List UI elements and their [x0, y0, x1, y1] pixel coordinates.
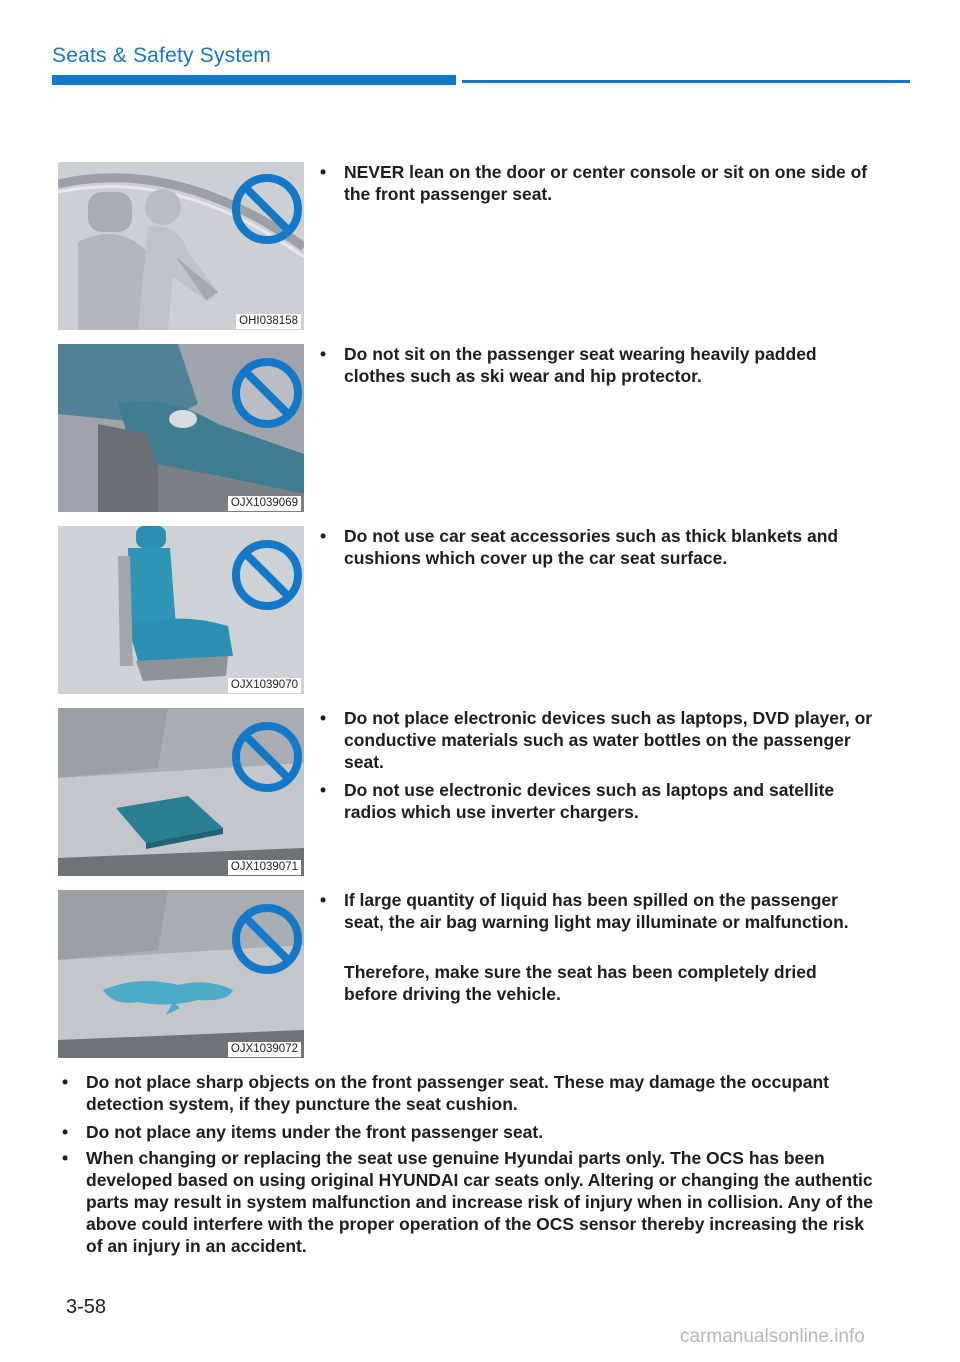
page-number: 3-58 — [66, 1296, 107, 1318]
bullet-text: Do not use car seat accessories such as thick blankets and cushions which cover up the car seat surface. — [344, 526, 839, 568]
header-rule-thick — [52, 75, 456, 85]
prohibition-icon — [230, 356, 304, 430]
bullet-item — [318, 161, 884, 205]
figure-lean-on-door — [58, 162, 304, 330]
figure-padded-clothes — [58, 344, 304, 512]
figure-code: OJX1039072 — [228, 1042, 301, 1057]
bullet-text: When changing or replacing the seat use genuine Hyundai parts only. The OCS has been developed based on using original HYUNDAI car seats only. Altering or changing the authentic parts may result in system malfunction and increase risk of injury when in collision. Any of the above could interfere with the proper operation of the OCS sensor thereby increasing the risk of an injury in an accident. — [86, 1148, 874, 1256]
prohibition-icon — [230, 720, 304, 794]
bullet-text: If large quantity of liquid has been spilled on the passenger seat, the air bag warning light may illuminate or malfunction. — [344, 890, 849, 932]
bullet-symbol: • — [320, 162, 327, 182]
bullet-symbol: • — [320, 526, 327, 546]
bullet-symbol: • — [62, 1122, 69, 1142]
bullet-item — [318, 779, 864, 823]
figure-code: OJX1039071 — [228, 860, 301, 875]
prohibition-icon — [230, 172, 304, 246]
bullet-item — [60, 1071, 876, 1115]
header-rule-thin — [462, 80, 910, 83]
figure-electronic-devices — [58, 708, 304, 876]
bullet-item — [318, 525, 904, 569]
bullet-text: Do not use electronic devices such as laptops and satellite radios which use inverter chargers. — [344, 780, 835, 822]
bullet-symbol: • — [62, 1072, 69, 1092]
bullet-symbol: • — [320, 344, 327, 364]
bullet-item — [60, 1147, 876, 1257]
figure-seat-accessories — [58, 526, 304, 694]
figure-code: OJX1039070 — [228, 678, 301, 693]
bullet-text: Do not place electronic devices such as laptops, DVD player, or conductive materials such as water bottles on the passenger seat. — [344, 708, 873, 772]
section-title: Seats & Safety System — [52, 44, 271, 67]
bullet-symbol: • — [320, 780, 327, 800]
bullet-symbol: • — [62, 1148, 69, 1168]
prohibition-icon — [230, 902, 304, 976]
bullet-item — [60, 1121, 876, 1143]
bullet-symbol: • — [320, 890, 327, 910]
bullet-note: Therefore, make sure the seat has been completely dried before driving the vehicle. — [344, 962, 817, 1004]
bullet-text: Do not sit on the passenger seat wearing heavily padded clothes such as ski wear and hip protector. — [344, 344, 817, 386]
figure-code: OJX1039069 — [228, 496, 301, 511]
figure-code: OHI038158 — [236, 314, 301, 329]
bullet-item — [318, 707, 884, 773]
bullet-symbol: • — [320, 708, 327, 728]
prohibition-icon — [230, 538, 304, 612]
figure-spilled-liquid — [58, 890, 304, 1058]
bullet-text: Do not place sharp objects on the front passenger seat. These may damage the occupant detection system, if they puncture the seat cushion. — [86, 1072, 829, 1114]
bullet-text: Do not place any items under the front passenger seat. — [86, 1122, 544, 1142]
bullet-text: NEVER lean on the door or center console or sit on one side of the front passenger seat. — [344, 162, 868, 204]
bullet-item — [318, 889, 864, 933]
watermark: carmanualsonline.info — [680, 1326, 865, 1347]
bullet-item — [318, 343, 874, 387]
